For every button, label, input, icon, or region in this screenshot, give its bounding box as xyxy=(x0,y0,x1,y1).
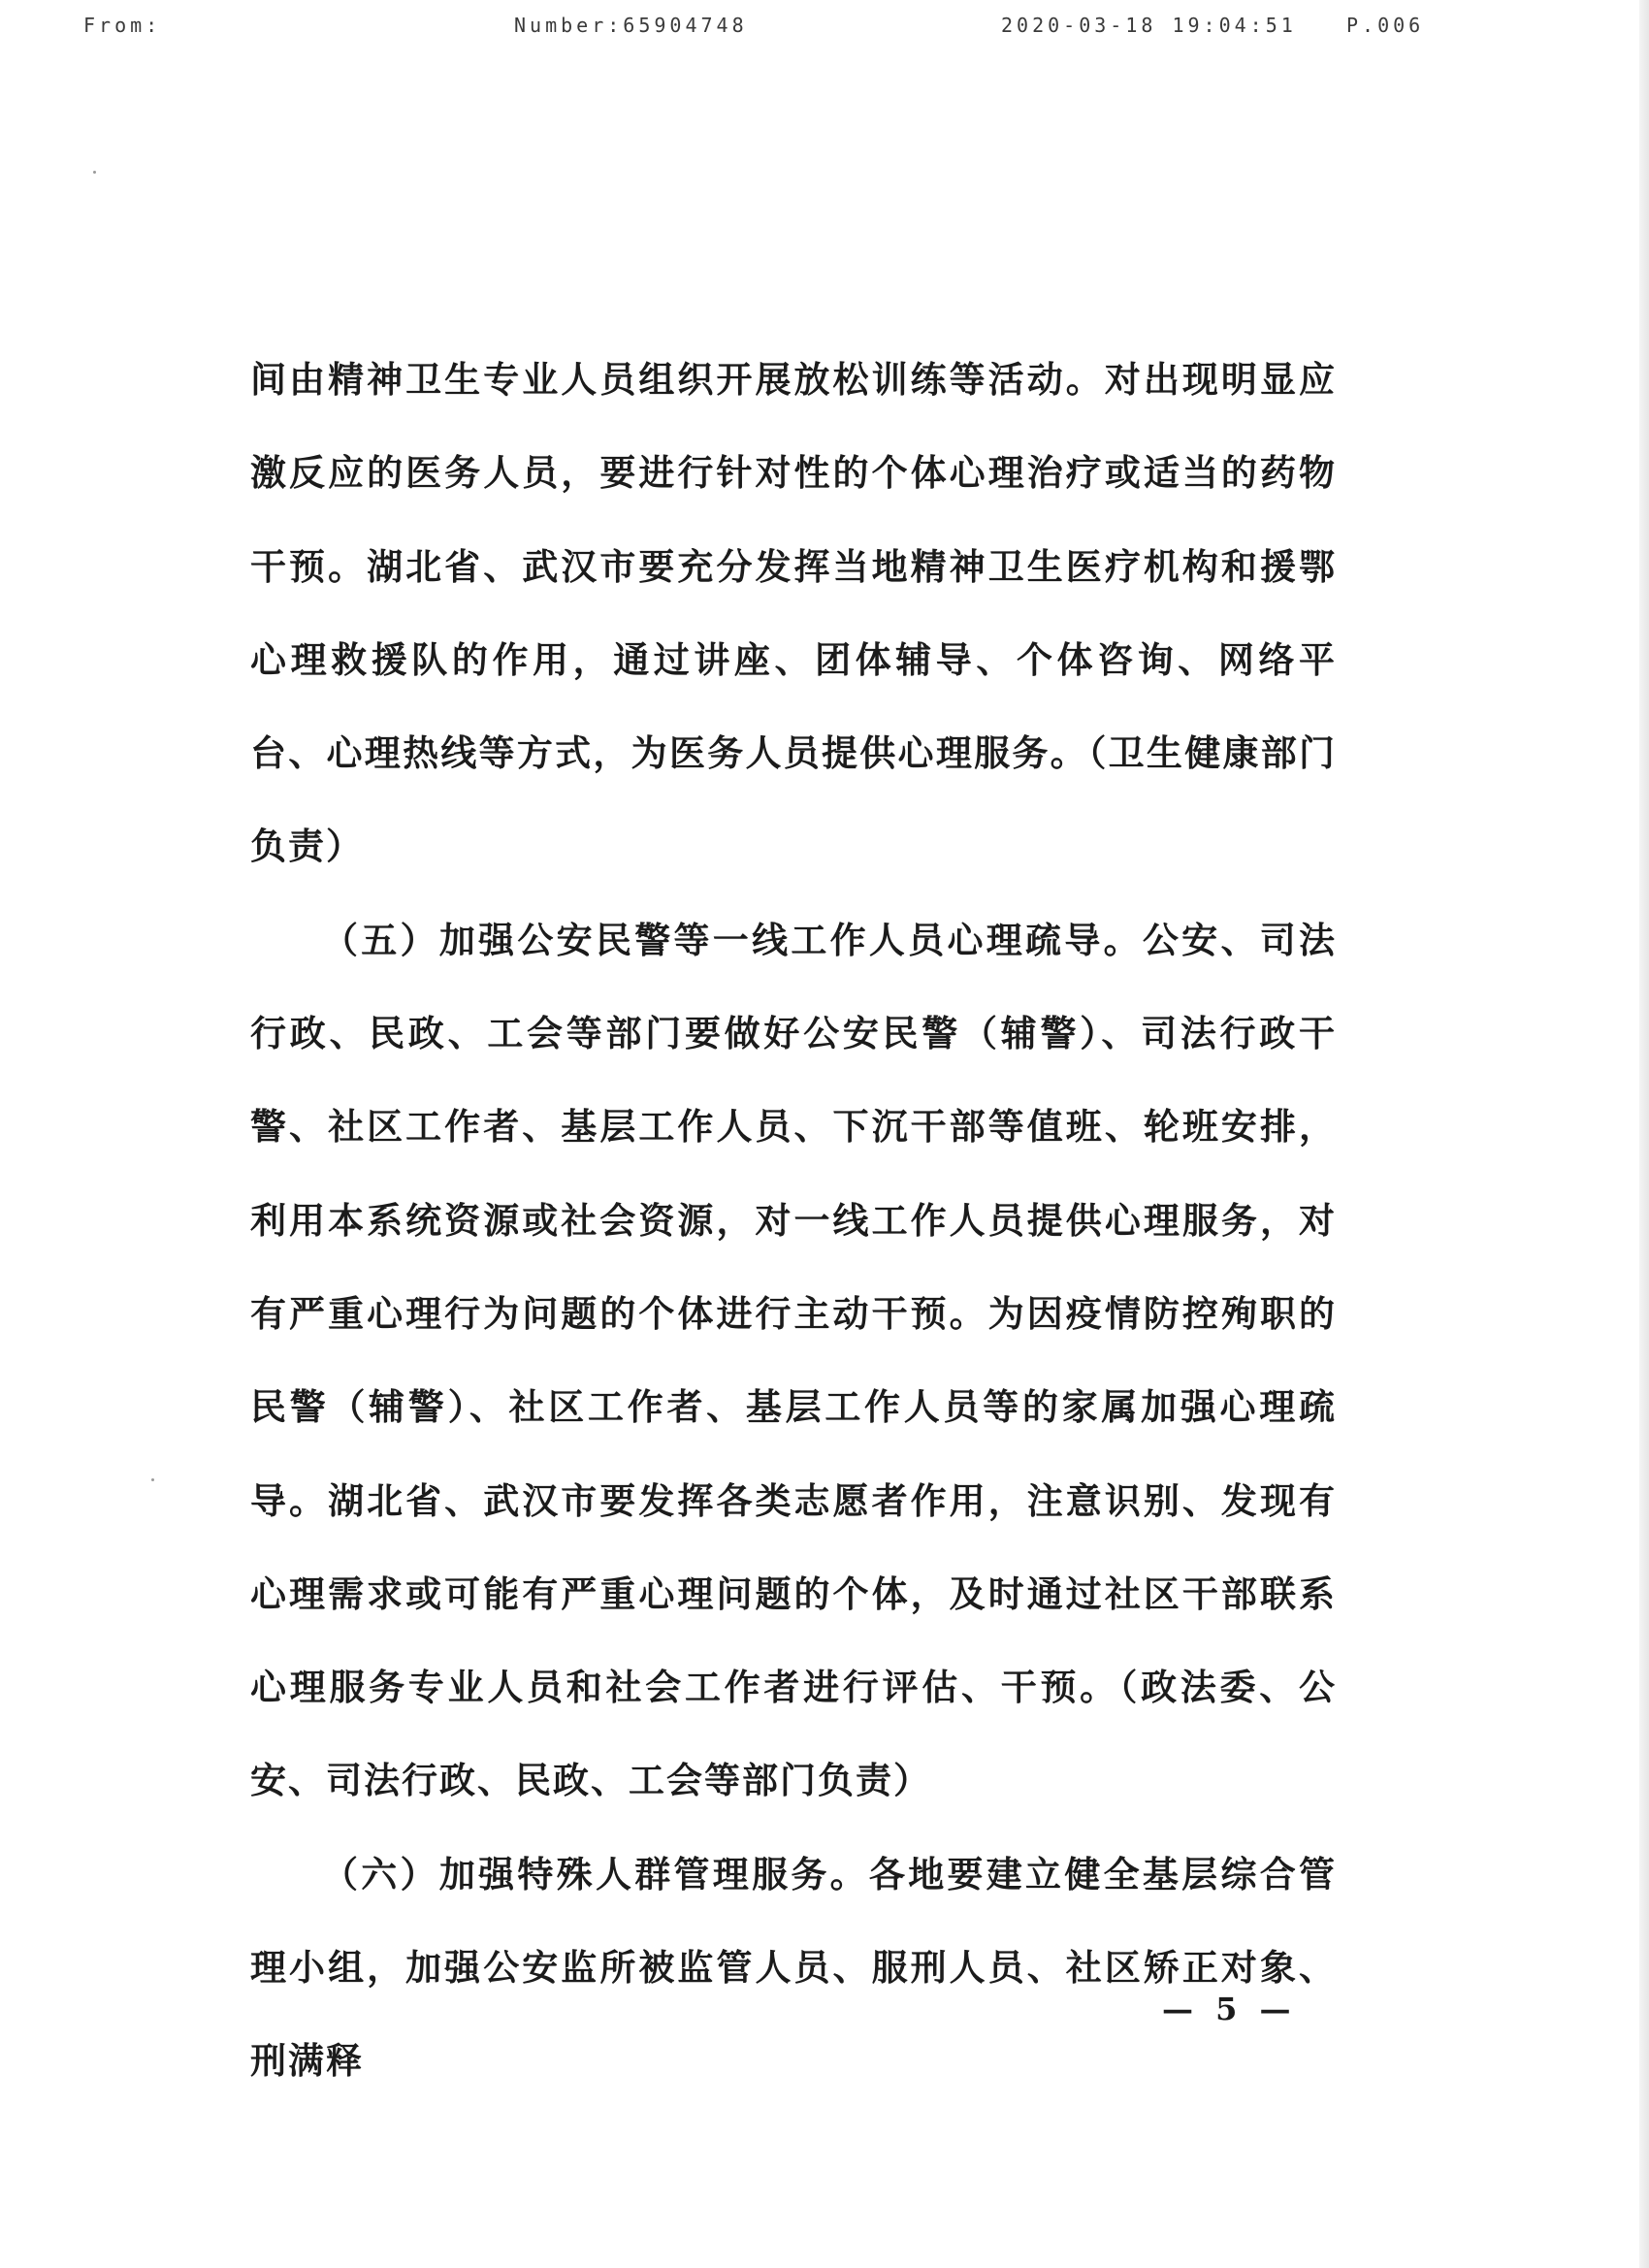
fax-from: From: xyxy=(83,14,162,37)
paragraph-section-5: （五）加强公安民警等一线工作人员心理疏导。公安、司法行政、民政、工会等部门要做好公安民警（辅警）、司法行政干警、社区工作者、基层工作人员、下沉干部等值班、轮班安排，利用本系统资源或社会资源，对一线工作人员提供心理服务，对有严重心理行为问题的个体进行主动干预。为因疫情防控殉职的民警（辅警）、社区工作者、基层工作人员等的家属加强心理疏导。湖北省、武汉市要发挥各类志愿者作用，注意识别、发现有心理需求或可能有严重心理问题的个体，及时通过社区干部联系心理服务专业人员和社会工作者进行评估、干预。（政法委、公安、司法行政、民政、工会等部门负责） xyxy=(250,919,1337,1802)
fax-page: P.006 xyxy=(1346,14,1425,37)
paragraph-section-6: （六）加强特殊人群管理服务。各地要建立健全基层综合管理小组，加强公安监所被监管人员、服刑人员、社区矫正对象、刑满释 xyxy=(250,1853,1337,2083)
scan-edge-shadow xyxy=(1639,0,1649,2268)
paragraph-continued: 间由精神卫生专业人员组织开展放松训练等活动。对出现明显应激反应的医务人员，要进行针对性的个体心理治疗或适当的药物干预。湖北省、武汉市要充分发挥当地精神卫生医疗机构和援鄂心理救援队的作用，通过讲座、团体辅导、个体咨询、网络平台、心理热线等方式，为医务人员提供心理服务。（卫生健康部门负责） xyxy=(250,359,1337,868)
fax-datetime: 2020-03-18 19:04:51 xyxy=(1001,14,1297,37)
document-body xyxy=(250,334,1337,2109)
page-number: — 5 — xyxy=(1162,1991,1297,2027)
scan-speck xyxy=(93,171,96,174)
scan-speck xyxy=(151,1478,154,1481)
fax-header xyxy=(0,10,1649,45)
fax-number: Number:65904748 xyxy=(514,14,748,37)
